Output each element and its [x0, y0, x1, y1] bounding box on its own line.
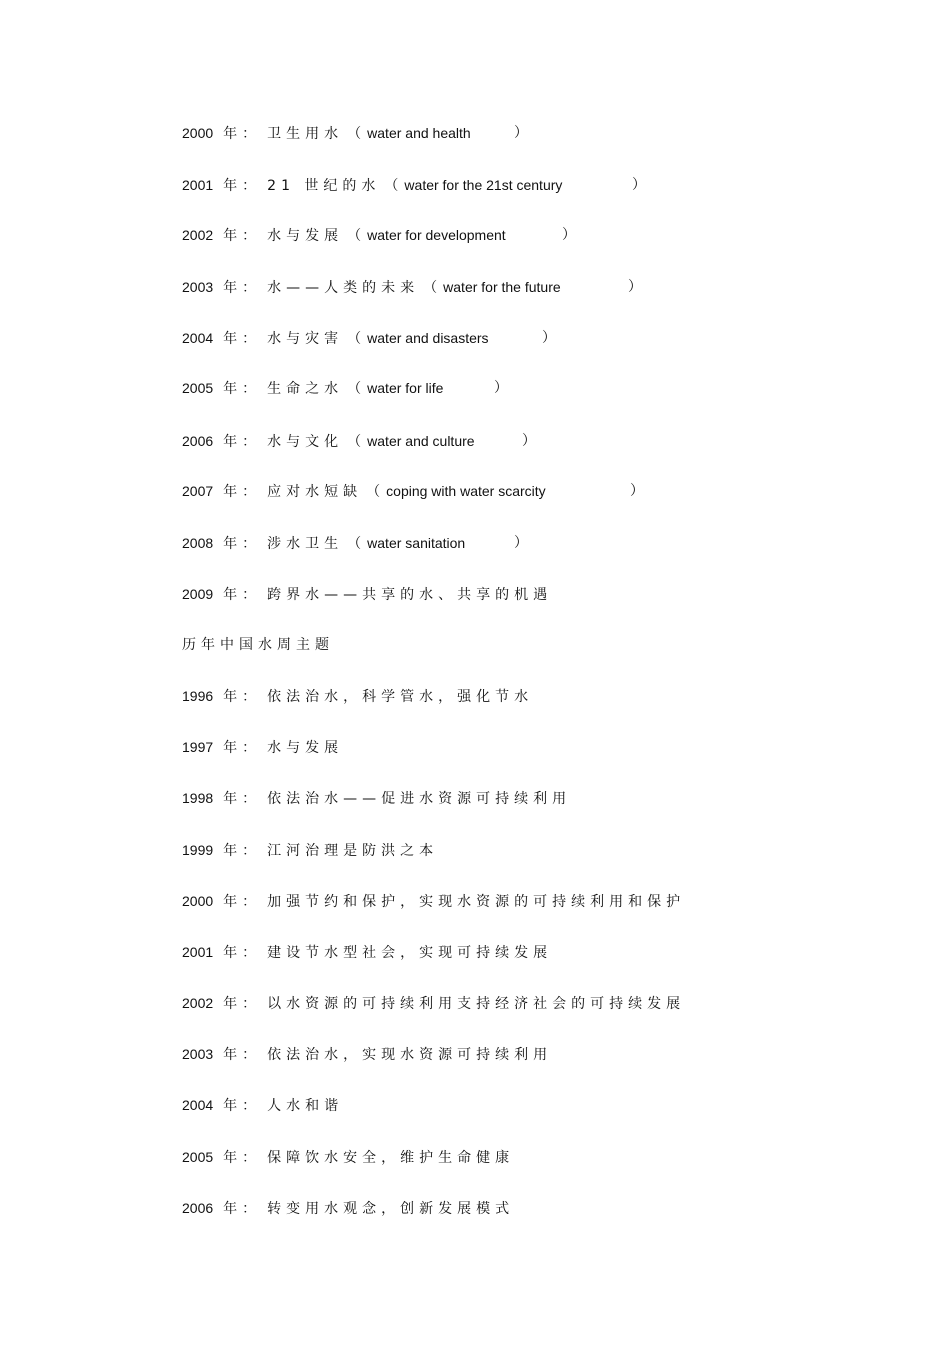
week-theme-2002: [182, 993, 685, 1013]
theme-line-2004: [182, 328, 556, 348]
theme-title: 水与灾害: [267, 331, 344, 347]
year: 2000: [182, 125, 214, 141]
paren-close: ）: [514, 535, 528, 551]
theme-title: 依法治水，科学管水，强化节水: [267, 689, 534, 705]
theme-english: water for the 21st century: [404, 177, 563, 193]
paren-close: ）: [494, 380, 508, 396]
theme-line-2000: [182, 123, 528, 143]
week-theme-1996: [182, 686, 533, 706]
paren-close: ）: [522, 433, 536, 449]
year-suffix: 年：: [223, 434, 262, 450]
year-suffix: 年：: [223, 996, 262, 1012]
year: 2006: [182, 1200, 214, 1216]
theme-title: 卫生用水: [267, 126, 344, 142]
section-heading: 历年中国水周主题: [182, 637, 334, 653]
year: 2008: [182, 535, 214, 551]
paren-close: ）: [542, 330, 556, 346]
theme-title: 生命之水: [267, 381, 344, 397]
paren-open: （: [384, 178, 399, 194]
theme-english: water sanitation: [367, 535, 466, 551]
theme-title: 水与发展: [267, 228, 344, 244]
year: 2005: [182, 380, 214, 396]
week-theme-1997: [182, 737, 343, 757]
paren-close: ）: [632, 177, 646, 193]
week-theme-2001: [182, 942, 552, 962]
year-suffix: 年：: [223, 740, 262, 756]
theme-title: 依法治水——促进水资源可持续利用: [267, 791, 572, 807]
year: 2001: [182, 944, 214, 960]
theme-line-2003: [182, 277, 642, 297]
paren-open: （: [347, 434, 362, 450]
paren-open: （: [347, 536, 362, 552]
theme-title: 建设节水型社会，实现可持续发展: [267, 945, 553, 961]
year: 2002: [182, 995, 214, 1011]
year: 2003: [182, 1046, 214, 1062]
paren-open: （: [347, 126, 362, 142]
theme-english: water and disasters: [367, 330, 489, 346]
week-theme-1999: [182, 840, 438, 860]
theme-english: water and health: [367, 125, 471, 141]
year: 2000: [182, 893, 214, 909]
year: 2004: [182, 1097, 214, 1113]
year: 2002: [182, 227, 214, 243]
paren-open: （: [423, 280, 438, 296]
theme-line-2001: [182, 175, 646, 195]
year-suffix: 年：: [223, 484, 262, 500]
year-suffix: 年：: [223, 1047, 262, 1063]
week-theme-2003: [182, 1044, 552, 1064]
year-suffix: 年：: [223, 791, 262, 807]
year: 2004: [182, 330, 214, 346]
theme-title: 应对水短缺: [267, 484, 363, 500]
theme-title: 涉水卫生: [267, 536, 344, 552]
year-suffix: 年：: [223, 587, 262, 603]
year-suffix: 年：: [223, 1201, 262, 1217]
year-suffix: 年：: [223, 381, 262, 397]
year-suffix: 年：: [223, 280, 262, 296]
theme-title: 跨界水——共享的水、共享的机遇: [267, 587, 553, 603]
year-suffix: 年：: [223, 945, 262, 961]
year-suffix: 年：: [223, 1150, 262, 1166]
year: 2007: [182, 483, 214, 499]
theme-title: 水与文化: [267, 434, 344, 450]
theme-english: water for development: [367, 227, 506, 243]
theme-line-2008: [182, 533, 528, 553]
theme-line-2006: [182, 431, 536, 451]
paren-close: ）: [628, 279, 642, 295]
theme-line-2002: [182, 225, 576, 245]
paren-close: ）: [514, 125, 528, 141]
theme-title: 江河治理是防洪之本: [267, 843, 439, 859]
theme-title: 加强节约和保护，实现水资源的可持续利用和保护: [267, 894, 686, 910]
theme-english: water for life: [367, 380, 444, 396]
year: 1999: [182, 842, 214, 858]
theme-title: 保障饮水安全，维护生命健康: [267, 1150, 515, 1166]
year-suffix: 年：: [223, 689, 262, 705]
theme-title: 水——人类的未来: [267, 280, 420, 296]
year-suffix: 年：: [223, 178, 262, 194]
year-suffix: 年：: [223, 536, 262, 552]
theme-english: water and culture: [367, 433, 475, 449]
week-theme-2000: [182, 891, 685, 911]
theme-english: coping with water scarcity: [386, 483, 546, 499]
paren-open: （: [347, 331, 362, 347]
year: 1998: [182, 790, 214, 806]
theme-title: 21 世纪的水: [267, 178, 381, 194]
year: 2001: [182, 177, 214, 193]
theme-title: 水与发展: [267, 740, 344, 756]
year: 2003: [182, 279, 214, 295]
year-suffix: 年：: [223, 894, 262, 910]
theme-title: 人水和谐: [267, 1098, 344, 1114]
paren-open: （: [366, 484, 381, 500]
theme-english: water for the future: [443, 279, 561, 295]
paren-open: （: [347, 381, 362, 397]
week-theme-2006: [182, 1198, 514, 1218]
year: 2005: [182, 1149, 214, 1165]
theme-title: 以水资源的可持续利用支持经济社会的可持续发展: [267, 996, 686, 1012]
year: 2006: [182, 433, 214, 449]
week-theme-1998: [182, 788, 571, 808]
paren-close: ）: [562, 227, 576, 243]
year-suffix: 年：: [223, 1098, 262, 1114]
year-suffix: 年：: [223, 843, 262, 859]
year-suffix: 年：: [223, 228, 262, 244]
week-theme-2005: [182, 1147, 514, 1167]
theme-title: 依法治水，实现水资源可持续利用: [267, 1047, 553, 1063]
week-theme-2004: [182, 1095, 343, 1115]
year: 1997: [182, 739, 214, 755]
year: 2009: [182, 586, 214, 602]
theme-title: 转变用水观念，创新发展模式: [267, 1201, 515, 1217]
paren-close: ）: [630, 483, 644, 499]
theme-line-2007: [182, 481, 644, 501]
paren-open: （: [347, 228, 362, 244]
year-suffix: 年：: [223, 126, 262, 142]
year-suffix: 年：: [223, 331, 262, 347]
theme-line-2009: [182, 584, 552, 604]
theme-line-2005: [182, 378, 508, 398]
year: 1996: [182, 688, 214, 704]
